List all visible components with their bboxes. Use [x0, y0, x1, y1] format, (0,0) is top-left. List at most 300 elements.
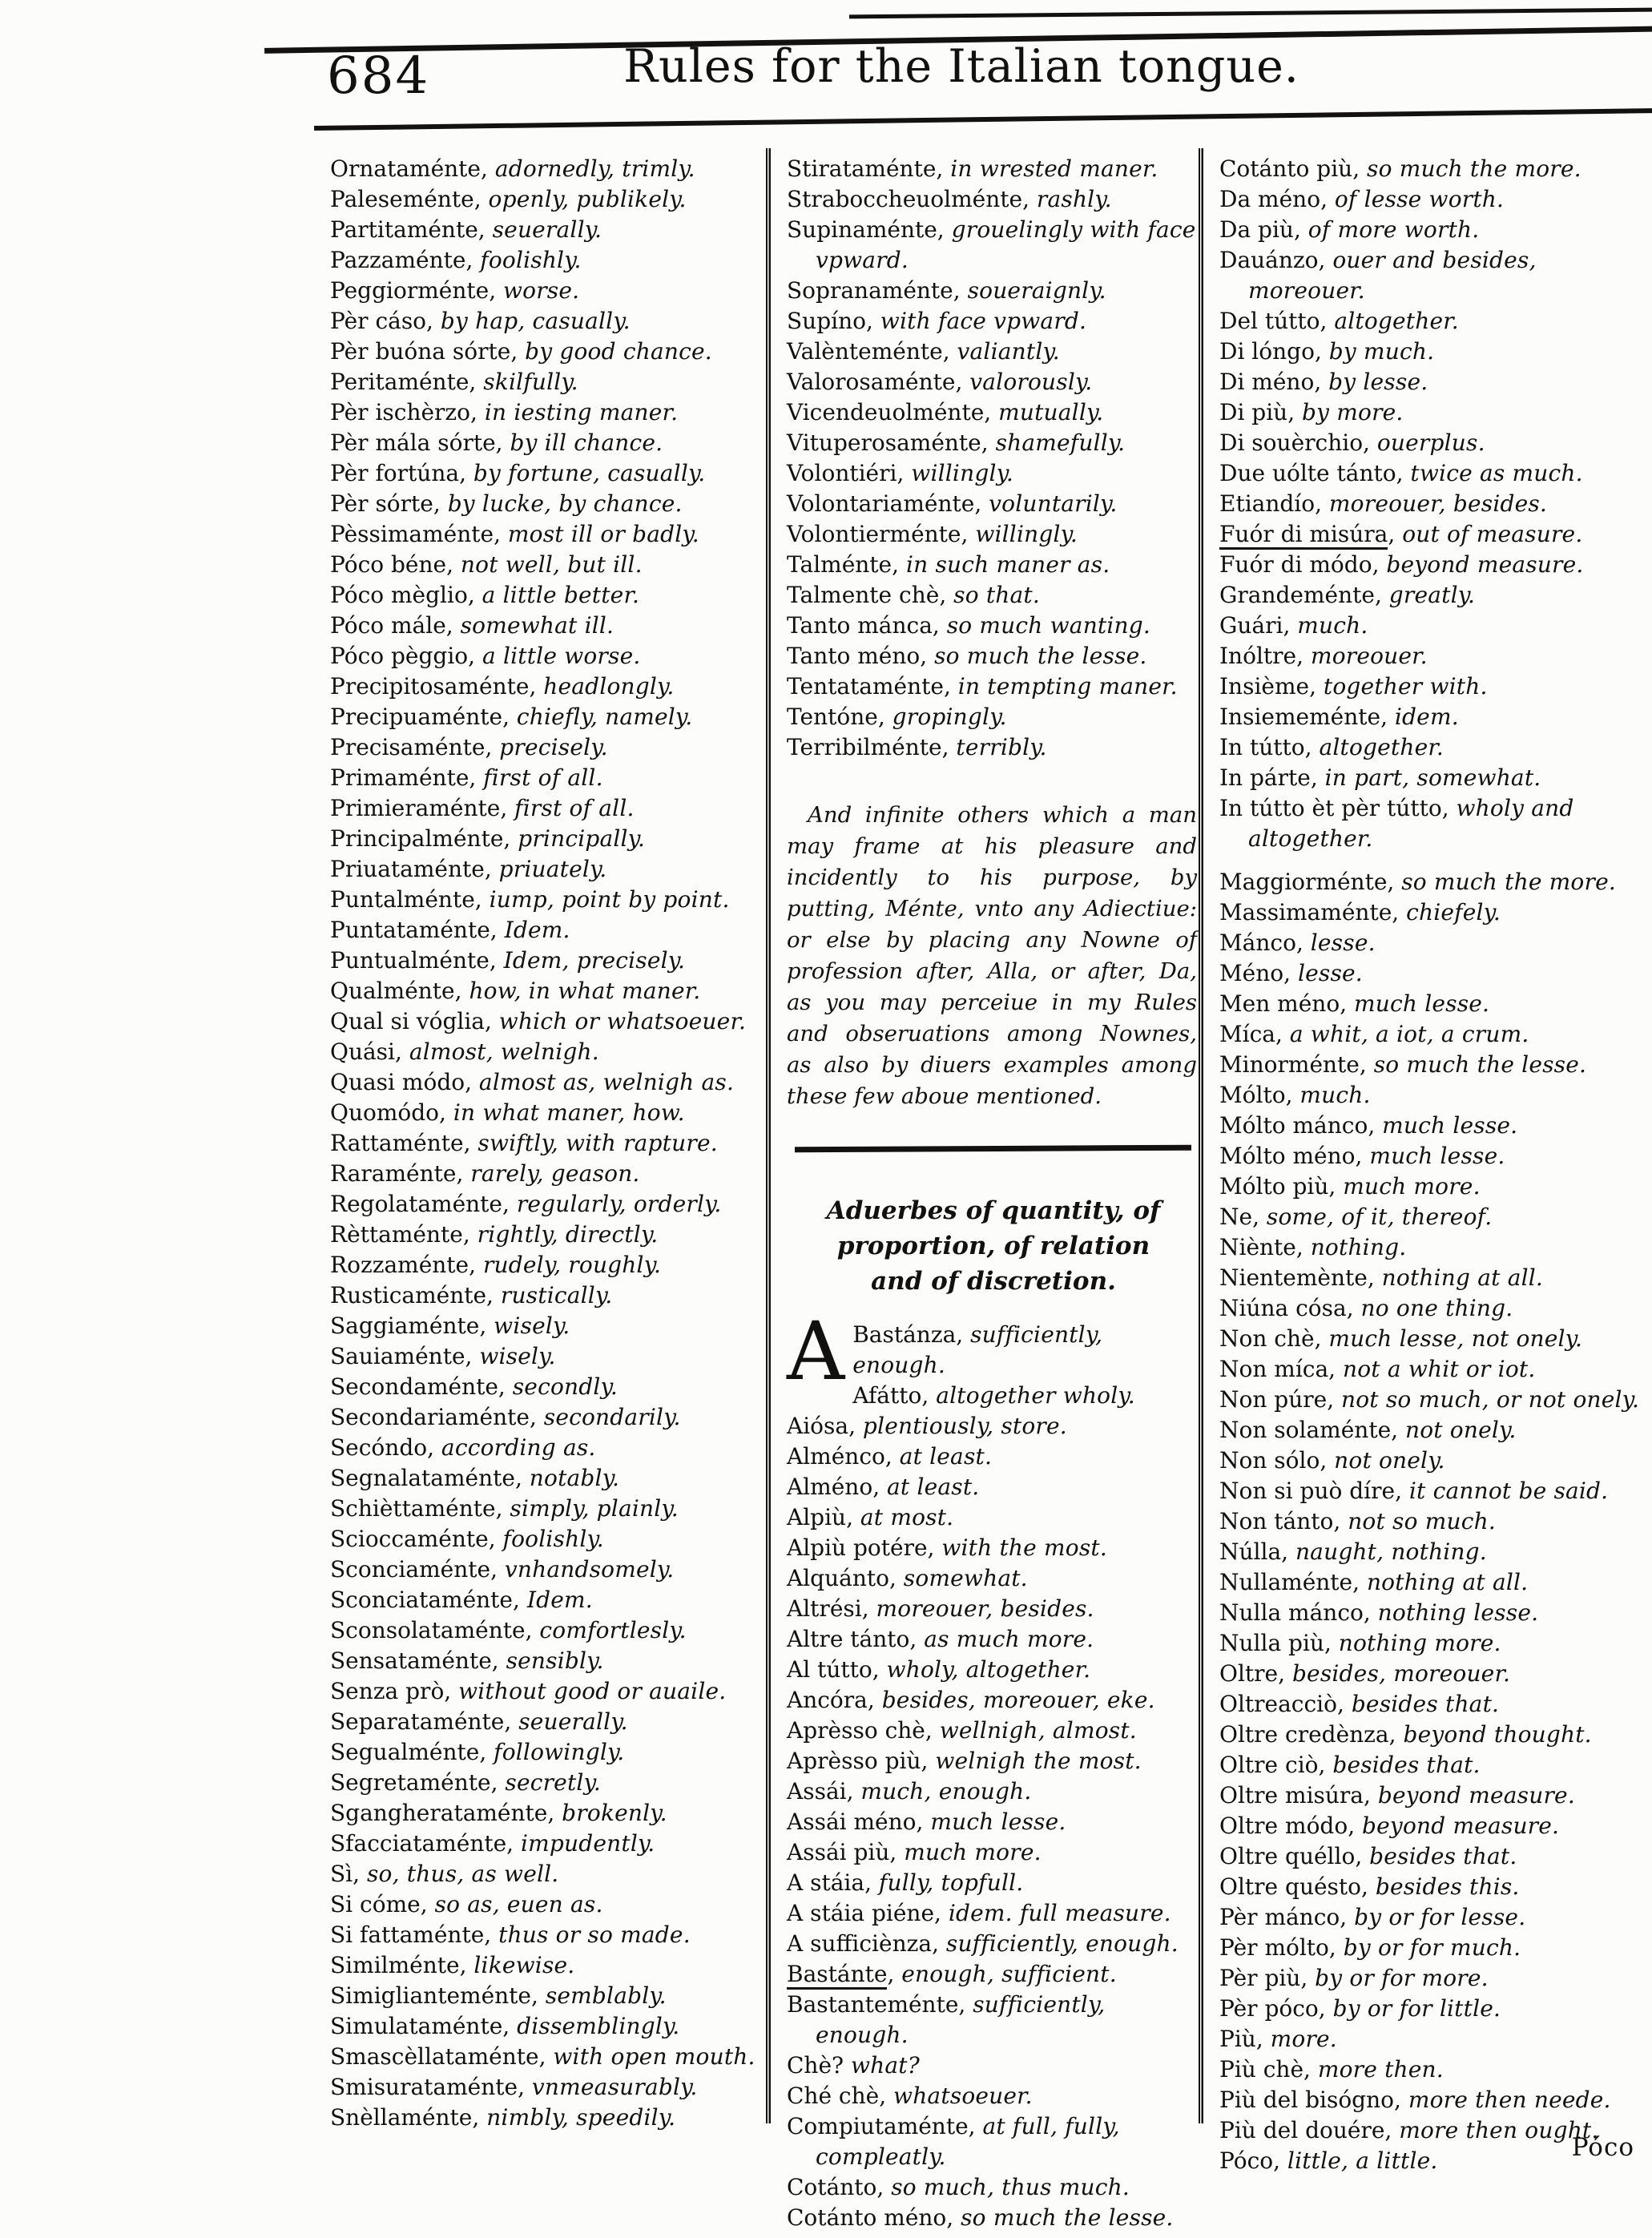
dictionary-entry — [787, 2081, 1200, 2111]
dictionary-entry — [330, 154, 767, 184]
entry-headword: Sconciaménte — [330, 1556, 491, 1583]
entry-separator: , — [1340, 1904, 1355, 1930]
entry-separator: , — [1359, 1051, 1374, 1078]
entry-gloss: wellnigh, almost. — [939, 1717, 1137, 1744]
dictionary-entry — [330, 1159, 767, 1189]
dictionary-entry — [330, 1189, 767, 1220]
entry-gloss: by fortune, casually. — [473, 460, 706, 486]
entry-headword: Aprèsso chè — [787, 1717, 925, 1744]
dictionary-entry — [1219, 793, 1650, 854]
entry-gloss: much lesse. — [930, 1809, 1066, 1835]
entry-headword: Non púre — [1219, 1386, 1328, 1413]
dictionary-entry — [1219, 1720, 1650, 1750]
entry-separator: , — [1384, 2117, 1400, 2143]
entry-headword: Pèr ischèrzo — [330, 399, 471, 425]
entry-headword: Terribilménte — [787, 734, 942, 760]
dictionary-entry — [330, 976, 767, 1006]
dictionary-entry — [787, 1746, 1200, 1776]
entry-separator: , — [502, 2013, 518, 2039]
dictionary-entry — [787, 1502, 1200, 1533]
entry-headword: Priuataménte — [330, 856, 485, 882]
entry-gloss: little, a little. — [1287, 2147, 1438, 2174]
entry-gloss: vnhandsomely. — [504, 1556, 675, 1583]
entry-headword: Più — [1219, 2026, 1256, 2052]
entry-separator: , — [934, 1900, 949, 1926]
entry-headword: Massimaménte — [1219, 899, 1392, 925]
entry-headword: Afátto — [852, 1382, 922, 1409]
entry-gloss: impudently. — [520, 1830, 655, 1857]
dictionary-entry — [330, 1981, 767, 2011]
entry-separator: , — [1320, 308, 1335, 334]
entry-gloss: foolishly. — [480, 247, 582, 273]
dictionary-entry — [1219, 1171, 1650, 1202]
entry-separator: , — [942, 338, 957, 365]
entry-separator: , — [1367, 1264, 1382, 1291]
entry-gloss: sufficiently, enough. — [852, 1321, 1103, 1378]
dictionary-entry — [330, 1006, 767, 1037]
entry-gloss: shamefully. — [995, 429, 1126, 456]
dictionary-entry — [330, 1555, 767, 1585]
entry-gloss: simply, plainly. — [510, 1495, 679, 1522]
entry-separator: , — [468, 643, 482, 669]
entry-gloss: at least. — [887, 1474, 980, 1500]
entry-gloss: by lesse. — [1328, 369, 1428, 395]
entry-gloss: which or whatsoeuer. — [498, 1008, 747, 1034]
entry-separator: , — [445, 612, 461, 639]
dictionary-entry — [1219, 958, 1650, 989]
entry-headword: Schièttaménte — [330, 1495, 496, 1522]
entry-headword: Peggiorménte — [330, 277, 490, 304]
entry-gloss: it cannot be said. — [1408, 1478, 1609, 1504]
entry-headword: Secóndo — [330, 1434, 428, 1461]
entry-gloss: headlongly. — [543, 673, 675, 700]
running-title: Rules for the Italian tongue. — [623, 40, 1299, 93]
entry-gloss: so much the more. — [1367, 155, 1581, 182]
entry-separator: , — [892, 551, 906, 578]
entry-gloss: at most. — [860, 1504, 954, 1530]
entry-separator: , — [936, 155, 951, 182]
entry-separator: , — [1320, 186, 1335, 212]
entry-headword: Míca — [1219, 1021, 1275, 1047]
entry-headword: Alménco — [787, 1443, 885, 1470]
dictionary-entry — [1219, 1933, 1650, 1963]
entry-headword: A stáia piéne — [787, 1900, 935, 1926]
entry-separator: , — [848, 1413, 863, 1439]
dictionary-entry — [787, 1959, 1200, 1990]
entry-separator: , — [479, 1739, 494, 1765]
entry-headword: Alpiù potére — [787, 1534, 928, 1561]
entry-headword: Altrési — [787, 1595, 862, 1622]
entry-gloss: in part, somewhat. — [1324, 764, 1541, 791]
entry-headword: Póco — [1219, 2147, 1274, 2174]
entry-gloss: soueraignly. — [967, 277, 1106, 304]
entry-headword: Fuór di misúra — [1219, 521, 1388, 550]
column-1 — [330, 154, 767, 2141]
entry-gloss: besides, moreouer. — [1291, 1660, 1511, 1687]
entry-gloss: more then ought. — [1399, 2117, 1599, 2143]
entry-separator: , — [961, 521, 976, 547]
entry-gloss: some, of it, thereof. — [1266, 1204, 1493, 1230]
entry-gloss: in wrested maner. — [950, 155, 1158, 182]
entry-headword: Pèr mánco — [1219, 1904, 1340, 1930]
entry-gloss: fully, topfull. — [878, 1869, 1024, 1896]
dictionary-entry — [1219, 1659, 1650, 1689]
dictionary-entry — [787, 1442, 1200, 1472]
entry-gloss: so much the lesse. — [934, 643, 1147, 669]
entry-headword: Niènte — [1219, 1234, 1296, 1260]
dictionary-entry — [330, 1950, 767, 1981]
entry-separator: , — [395, 1038, 409, 1065]
entry-headword: Non tánto — [1219, 1508, 1334, 1534]
dictionary-entry — [330, 915, 767, 946]
entry-headword: Bastanteménte — [787, 1991, 959, 2018]
entry-separator: , — [489, 277, 503, 304]
entry-headword: Del tútto — [1219, 308, 1320, 334]
entry-headword: Non míca — [1219, 1356, 1329, 1382]
entry-headword: Valènteménte — [787, 338, 943, 365]
entry-gloss: by hap, casually. — [440, 308, 631, 334]
entry-gloss: a little worse. — [481, 643, 641, 669]
dictionary-entry — [330, 489, 767, 519]
entry-gloss: likewise. — [473, 1952, 575, 1978]
entry-gloss: more then. — [1317, 2056, 1444, 2083]
entry-headword: Grandeménte — [1219, 582, 1375, 608]
entry-gloss: what? — [850, 2052, 920, 2079]
entry-separator: , — [473, 186, 489, 212]
entry-separator: , — [897, 460, 912, 486]
dictionary-entry — [1219, 1567, 1650, 1598]
entry-gloss: swiftly, with rapture. — [477, 1130, 718, 1156]
entry-separator: , — [1328, 1934, 1344, 1961]
entry-separator: , — [867, 1687, 882, 1713]
entry-headword: Assái più — [787, 1839, 890, 1865]
entry-gloss: somewhat. — [903, 1565, 1028, 1591]
dictionary-entry — [1219, 1811, 1650, 1841]
dictionary-entry — [787, 580, 1200, 611]
entry-gloss: by or for lesse. — [1354, 1904, 1526, 1930]
entry-gloss: so, thus, as well. — [366, 1861, 559, 1887]
entry-separator: , — [513, 1587, 527, 1613]
entry-gloss: rustically. — [500, 1282, 613, 1309]
entry-headword: Non chè — [1219, 1325, 1315, 1352]
entry-separator: , — [1314, 1325, 1329, 1352]
entry-gloss: much. — [1297, 612, 1368, 639]
entry-headword: Qualménte — [330, 978, 455, 1004]
entry-separator: , — [503, 825, 518, 852]
dictionary-entry — [1219, 1050, 1650, 1080]
dictionary-entry — [1219, 1293, 1650, 1324]
entry-headword: Sopranaménte — [787, 277, 953, 304]
entry-separator: , — [433, 490, 448, 517]
entry-gloss: much more. — [1343, 1173, 1481, 1200]
entry-headword: Puntataménte — [330, 917, 490, 943]
entry-gloss: not so much, or not onely. — [1341, 1386, 1640, 1413]
dictionary-entry — [1219, 1446, 1650, 1476]
entry-gloss: idem. full measure. — [948, 1900, 1171, 1926]
dictionary-entry — [330, 1798, 767, 1829]
entry-headword: Ne — [1219, 1204, 1253, 1230]
entry-separator: , — [427, 1434, 441, 1461]
dictionary-entry — [1219, 1628, 1650, 1659]
dictionary-entry — [1219, 1263, 1650, 1293]
entry-separator: , — [1287, 399, 1303, 425]
entry-separator: , — [941, 734, 957, 760]
entry-separator: , — [968, 2113, 983, 2139]
entry-gloss: besides that. — [1351, 1691, 1500, 1717]
entry-separator: , — [1396, 460, 1411, 486]
column-2 — [787, 154, 1200, 2231]
entry-gloss: besides, moreouer, eke. — [881, 1687, 1155, 1713]
entry-headword: Quási — [330, 1038, 396, 1065]
dictionary-entry — [787, 732, 1200, 763]
dictionary-entry — [330, 1341, 767, 1372]
entry-gloss: at least. — [899, 1443, 993, 1470]
entry-separator: , — [981, 429, 996, 456]
entry-headword: Ancóra — [787, 1687, 868, 1713]
entry-headword: Rusticaménte — [330, 1282, 487, 1309]
entry-gloss: gropingly. — [892, 704, 1007, 730]
entry-separator: , — [1318, 247, 1333, 273]
entry-headword: Separataménte — [330, 1708, 505, 1735]
dictionary-entry — [1219, 2085, 1650, 2115]
entry-gloss: nothing. — [1310, 1234, 1407, 1260]
entry-separator: , — [474, 886, 490, 913]
entry-headword: Pèr buóna sórte — [330, 338, 511, 365]
entry-headword: Alpiù — [787, 1504, 847, 1530]
dictionary-entry — [1219, 641, 1650, 671]
dictionary-entry — [1219, 1902, 1650, 1933]
catchword: Póco — [1571, 2133, 1634, 2162]
entry-gloss: beyond thought. — [1403, 1721, 1592, 1748]
entry-separator: , — [481, 155, 495, 182]
dictionary-entry — [330, 1037, 767, 1067]
entry-separator: , — [1346, 1295, 1361, 1321]
entry-separator: , — [1348, 1813, 1363, 1839]
entry-headword: Snèllaménte — [330, 2104, 473, 2131]
entry-headword: Insiememénte — [1219, 704, 1381, 730]
entry-separator: , — [1252, 1204, 1267, 1230]
entry-headword: Guári — [1219, 612, 1283, 639]
entry-headword: Sauiaménte — [330, 1343, 465, 1369]
entry-separator: , — [495, 429, 510, 456]
entry-separator: , — [459, 1952, 474, 1978]
entry-gloss: thus or so made. — [498, 1921, 691, 1948]
entry-gloss: of lesse worth. — [1334, 186, 1505, 212]
entry-gloss: by or for much. — [1343, 1934, 1521, 1961]
dictionary-entry — [787, 1411, 1200, 1442]
entry-gloss: notably. — [529, 1465, 620, 1491]
entry-separator: , — [1364, 1782, 1378, 1809]
entry-headword: Maggiorménte — [1219, 869, 1388, 895]
entry-headword: Chè? — [787, 2052, 844, 2079]
entry-separator: , — [538, 2043, 554, 2070]
entry-separator: , — [864, 1869, 879, 1896]
dictionary-entry — [787, 611, 1200, 641]
entry-separator: , — [420, 1891, 435, 1917]
dictionary-entry — [330, 824, 767, 854]
entry-separator: , — [1285, 1082, 1300, 1108]
entry-headword: Assái méno — [787, 1809, 917, 1835]
entry-headword: Primieraménte — [330, 795, 501, 821]
dictionary-entry — [787, 215, 1200, 276]
entry-gloss: foolishly. — [502, 1526, 604, 1552]
entry-gloss: a whit, a iot, a crum. — [1289, 1021, 1529, 1047]
entry-gloss: nothing more. — [1338, 1630, 1501, 1656]
entry-headword: Principalménte — [330, 825, 504, 852]
entry-headword: Secondariaménte — [330, 1404, 530, 1430]
entry-gloss: so much, thus much. — [891, 2174, 1130, 2200]
entry-gloss: not well, but ill. — [460, 551, 643, 578]
entry-gloss: almost, welnigh. — [409, 1038, 599, 1065]
dictionary-entry — [1219, 1415, 1650, 1446]
entry-headword: Non si può díre — [1219, 1478, 1396, 1504]
entry-headword: Bastánte — [787, 1961, 887, 1990]
entry-gloss: in tempting maner. — [957, 673, 1178, 700]
entry-separator: , — [514, 1465, 530, 1491]
entry-gloss: much, enough. — [860, 1778, 1032, 1805]
dictionary-entry — [787, 2203, 1200, 2233]
section-divider-rule — [795, 1145, 1191, 1153]
entry-headword: Fuór di módo — [1219, 551, 1372, 578]
dictionary-entry — [787, 1381, 1200, 1411]
entry-headword: Di più — [1219, 399, 1288, 425]
dictionary-entry — [1219, 215, 1650, 245]
entry-separator: , — [488, 1526, 503, 1552]
dictionary-entry — [1219, 1963, 1650, 1994]
entry-gloss: openly, publikely. — [488, 186, 687, 212]
entry-separator: , — [1295, 929, 1311, 956]
dictionary-entry — [787, 671, 1200, 702]
entry-separator: , — [518, 2074, 532, 2100]
entry-headword: Regolataménte — [330, 1191, 503, 1217]
dictionary-entry — [330, 1615, 767, 1646]
entry-gloss: dissemblingly. — [517, 2013, 680, 2039]
dictionary-entry — [330, 215, 767, 245]
entry-headword: Due uólte tánto — [1219, 460, 1396, 486]
entry-separator: , — [426, 308, 441, 334]
entry-gloss: grouelingly with face vpward. — [816, 216, 1196, 273]
entry-gloss: altogether. — [1319, 734, 1444, 760]
entry-separator: , — [889, 1839, 905, 1865]
dictionary-entry — [1219, 245, 1650, 306]
entry-gloss: in iesting maner. — [484, 399, 679, 425]
entry-headword: Più chè — [1219, 2056, 1304, 2083]
entry-gloss: besides this. — [1375, 1873, 1520, 1900]
entry-headword: Tentóne — [787, 704, 878, 730]
entry-separator: , — [846, 1504, 860, 1530]
entry-headword: Segretaménte — [330, 1769, 491, 1796]
entry-headword: Nulla mánco — [1219, 1599, 1364, 1626]
entry-separator: , — [506, 1830, 521, 1857]
entry-gloss: so as, euen as. — [434, 1891, 603, 1917]
entry-gloss: much lesse. — [1382, 1112, 1518, 1139]
dictionary-entry — [330, 2103, 767, 2133]
dictionary-entry — [1219, 1780, 1650, 1811]
entry-gloss: secretly. — [505, 1769, 601, 1796]
entry-headword: Da più — [1219, 216, 1294, 243]
dictionary-entry — [330, 1585, 767, 1615]
entry-separator: , — [1361, 1873, 1376, 1900]
entry-headword: Cotánto — [787, 2174, 877, 2200]
entry-gloss: willingly. — [911, 460, 1013, 486]
entry-headword: Men méno — [1219, 990, 1340, 1017]
entry-headword: Assái — [787, 1778, 847, 1805]
entry-gloss: by much. — [1328, 338, 1435, 365]
entry-separator: , — [1391, 1417, 1405, 1443]
dictionary-entry — [787, 550, 1200, 580]
entry-separator: , — [1363, 429, 1377, 456]
entry-headword: Mólto mánco — [1219, 1112, 1368, 1139]
entry-headword: In párte — [1219, 764, 1311, 791]
entry-gloss: much. — [1299, 1082, 1371, 1108]
entry-headword: Paleseménte — [330, 186, 474, 212]
entry-headword: Partitaménte — [330, 216, 478, 243]
entry-gloss: Idem, precisely. — [503, 947, 686, 974]
entry-headword: Póco pèggio — [330, 643, 469, 669]
entry-separator: , — [1275, 1021, 1290, 1047]
entry-gloss: sensibly. — [506, 1647, 604, 1674]
dictionary-entry — [1219, 1598, 1650, 1628]
entry-gloss: regularly, orderly. — [516, 1191, 722, 1217]
dictionary-entry — [330, 276, 767, 306]
dictionary-entry — [787, 641, 1200, 671]
entry-headword: Dauánzo — [1219, 247, 1319, 273]
entry-separator: , — [876, 2174, 892, 2200]
entry-gloss: semblably. — [545, 1982, 667, 2009]
entry-separator: , — [888, 1565, 904, 1591]
entry-separator: , — [469, 369, 484, 395]
dictionary-entry — [1219, 1141, 1650, 1171]
entry-gloss: in such maner as. — [905, 551, 1110, 578]
entry-gloss: naught, nothing. — [1295, 1538, 1487, 1565]
entry-headword: Si fattaménte — [330, 1921, 485, 1948]
dictionary-entry — [330, 1402, 767, 1433]
entry-separator: , — [887, 1961, 902, 1987]
dictionary-entry — [1219, 397, 1650, 428]
entry-separator: , — [470, 399, 485, 425]
entry-separator: , — [477, 216, 493, 243]
entry-headword: Pèr più — [1219, 1965, 1301, 1991]
entry-separator: , — [909, 1626, 925, 1652]
entry-headword: Pèssimaménte — [330, 521, 494, 547]
section-heading: Aduerbes of quantity, of proportion, of relation and of discretion. — [826, 1196, 1161, 1296]
entry-headword: Pèr fortúna — [330, 460, 460, 486]
entry-separator: , — [1315, 490, 1329, 517]
entry-separator: , — [463, 1130, 478, 1156]
entry-headword: Núlla — [1219, 1538, 1282, 1565]
entry-separator: , — [1273, 2147, 1287, 2174]
entry-separator: , — [1395, 1478, 1409, 1504]
entry-gloss: ouer and besides, moreouer. — [1248, 247, 1537, 304]
dictionary-entry — [787, 1807, 1200, 1837]
entry-separator: , — [469, 1252, 483, 1278]
dictionary-entry — [330, 1707, 767, 1737]
entry-gloss: beyond measure. — [1377, 1782, 1575, 1809]
entry-separator: , — [872, 1656, 887, 1683]
dictionary-entry — [787, 1929, 1200, 1959]
entry-gloss: rudely, roughly. — [482, 1252, 662, 1278]
entry-gloss: wholy and altogether. — [1248, 795, 1574, 852]
entry-gloss: altogether wholy. — [936, 1382, 1135, 1409]
entry-gloss: sufficiently, enough. — [816, 1991, 1106, 2048]
dictionary-entry — [787, 397, 1200, 428]
entry-gloss: iump, point by point. — [489, 886, 730, 913]
dictionary-entry — [330, 1920, 767, 1950]
entry-gloss: ouerplus. — [1376, 429, 1485, 456]
dictionary-entry — [330, 2072, 767, 2103]
dictionary-entry — [330, 1250, 767, 1280]
page-number: 684 — [327, 46, 430, 106]
